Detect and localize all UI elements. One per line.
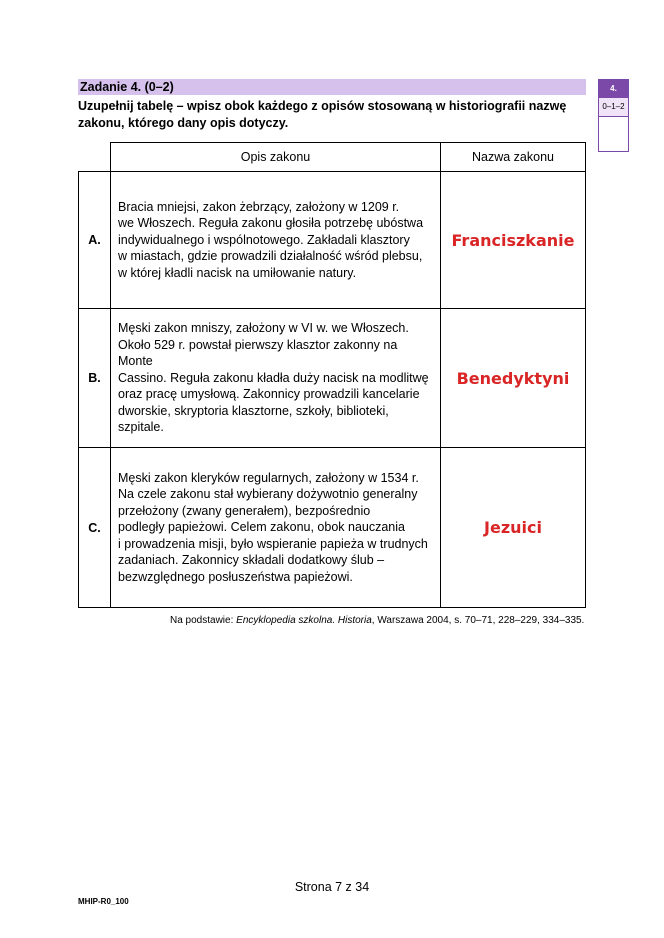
answer-field[interactable]: Jezuici bbox=[441, 448, 586, 608]
answer-field[interactable]: Benedyktyni bbox=[441, 309, 586, 448]
description-line: we Włoszech. Reguła zakonu głosiła potrzebę ubóstwa bbox=[118, 216, 424, 231]
row-label: C. bbox=[79, 448, 111, 608]
description-line: Męski zakon kleryków regularnych, założony w 1534 r. bbox=[118, 470, 419, 485]
description-line: i prowadzenia misji, było wspieranie papieża w trudnych bbox=[118, 536, 428, 551]
header-description: Opis zakonu bbox=[111, 143, 441, 172]
task-instruction: Uzupełnij tabelę – wpisz obok każdego z opisów stosowaną w historiografii nazwę zakonu, którego dany opis dotyczy. bbox=[78, 99, 567, 130]
row-label: A. bbox=[79, 172, 111, 309]
score-box bbox=[598, 79, 629, 152]
description-line: Bracia mniejsi, zakon żebrzący, założony w 1209 r. bbox=[118, 199, 400, 214]
source-citation bbox=[170, 615, 590, 626]
description-line: Cassino. Reguła zakonu kładła duży nacisk na modlitwę bbox=[118, 370, 429, 385]
description-line: w której kładli nacisk na umiłowanie natury. bbox=[118, 265, 357, 280]
score-task-number: 4. bbox=[599, 80, 628, 98]
header-order-name: Nazwa zakonu bbox=[441, 143, 586, 172]
row-label: B. bbox=[79, 309, 111, 448]
description-line: bezwzględnego posłuszeństwa papieżowi. bbox=[118, 569, 353, 584]
table-row bbox=[79, 448, 586, 608]
description-line: Na czele zakonu stał wybierany dożywotnio generalny bbox=[118, 487, 418, 502]
source-work-title: Encyklopedia szkolna. Historia bbox=[236, 615, 372, 626]
source-prefix: Na podstawie: bbox=[170, 615, 237, 626]
description-line: przełożony (zwany generałem), bezpośrednio bbox=[118, 503, 371, 518]
table-row bbox=[79, 309, 586, 448]
answer-field[interactable]: Franciszkanie bbox=[441, 172, 586, 309]
description-line: Około 529 r. powstał pierwszy klasztor zakonny na Monte bbox=[118, 337, 398, 369]
page-number: Strona 7 z 34 bbox=[294, 880, 370, 894]
row-description bbox=[111, 309, 441, 448]
score-field[interactable] bbox=[599, 117, 628, 152]
description-line: oraz pracę umysłową. Zakonnicy prowadzili kancelarie bbox=[118, 387, 420, 402]
description-line: zadaniach. Zakonnicy składali dodatkowy ślub – bbox=[118, 553, 385, 568]
description-line: podległy papieżowi. Celem zakonu, obok nauczania bbox=[118, 520, 405, 535]
orders-table bbox=[78, 142, 586, 608]
description-line: indywidualnego i wspólnotowego. Zakładali klasztory bbox=[118, 232, 410, 247]
description-line: dworskie, skryptoria klasztorne, szkoły, biblioteki, szpitale. bbox=[118, 403, 389, 435]
row-description bbox=[111, 448, 441, 608]
header-blank-cell bbox=[79, 143, 111, 172]
score-range: 0–1–2 bbox=[599, 98, 628, 117]
description-line: Męski zakon mniszy, założony w VI w. we Włoszech. bbox=[118, 321, 409, 336]
table-row bbox=[79, 172, 586, 309]
table-header-row bbox=[79, 143, 586, 172]
description-line: w miastach, gdzie prowadzili działalność wśród plebsu, bbox=[118, 249, 423, 264]
row-description bbox=[111, 172, 441, 309]
source-suffix: , Warszawa 2004, s. 70–71, 228–229, 334–335. bbox=[371, 615, 585, 626]
task-title: Zadanie 4. (0–2) bbox=[78, 79, 586, 95]
exam-code: MHIP-R0_100 bbox=[78, 897, 129, 906]
